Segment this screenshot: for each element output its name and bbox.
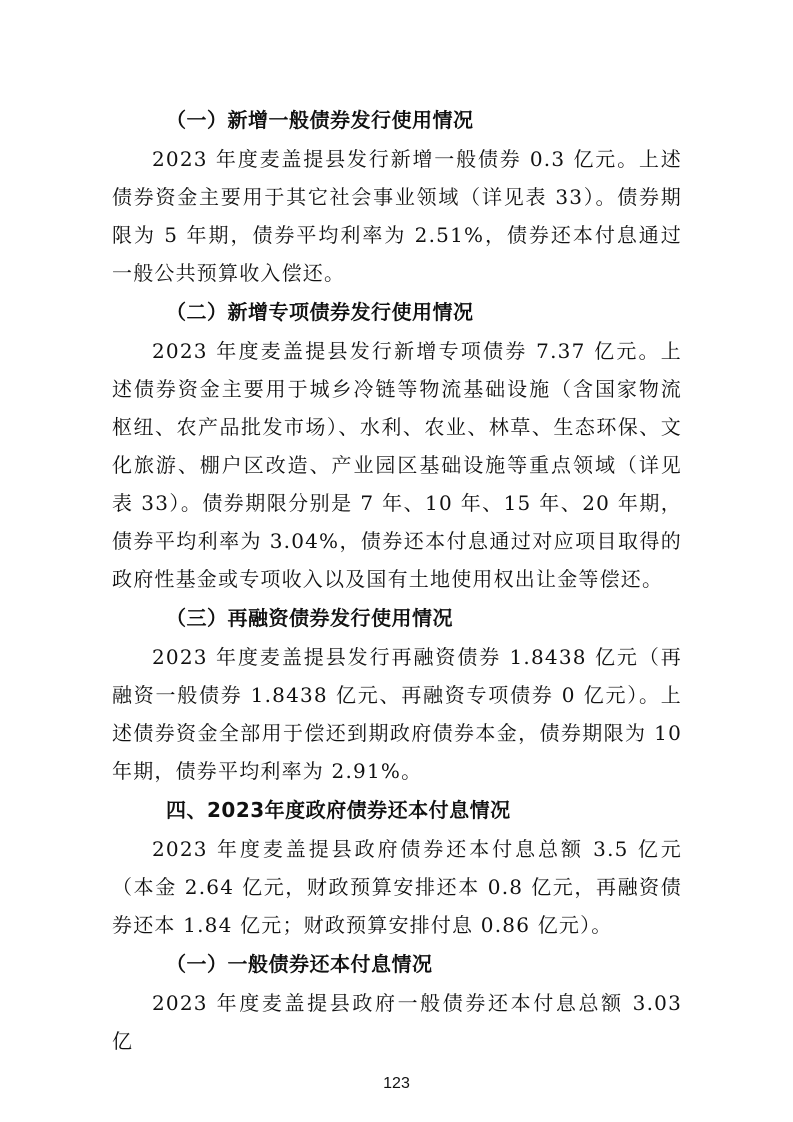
section-paragraph: 2023 年度麦盖提县发行新增专项债券 7.37 亿元。上述债券资金主要用于城乡冷链等物流基础设施（含国家物流枢纽、农产品批发市场）、水利、农业、林草、生态环保、文化旅游、棚户区改造、产业园区基础设施等重点领域（详见表 33）。债券期限分别是 7 年、10 年、15 年、20 年期，债券平均利率为 3.04%，债券还本付息通过对应项目取得的政府性基金或专项收入以及国有土地使用权出让金等偿还。: [112, 339, 682, 591]
chapter-heading: 四、2023年度政府债券还本付息情况: [166, 798, 511, 822]
section-heading: （一）新增一般债券发行使用情况: [166, 108, 474, 132]
section-paragraph: 2023 年度麦盖提县政府债券还本付息总额 3.5 亿元（本金 2.64 亿元，财政预算安排还本 0.8 亿元，再融资债券还本 1.84 亿元；财政预算安排付息 0.86 亿元）。: [112, 837, 682, 937]
section-heading: （二）新增专项债券发行使用情况: [166, 300, 474, 324]
page-content: [112, 100, 682, 1060]
page-number: 123: [383, 1075, 410, 1092]
section-paragraph: 2023 年度麦盖提县政府一般债券还本付息总额 3.03 亿: [112, 991, 682, 1053]
section-paragraph: 2023 年度麦盖提县发行再融资债券 1.8438 亿元（再融资一般债券 1.8438 亿元、再融资专项债券 0 亿元）。上述债券资金全部用于偿还到期政府债券本金，债券期限为 10 年期，债券平均利率为 2.91%。: [112, 645, 682, 783]
section-heading: （一）一般债券还本付息情况: [166, 952, 433, 976]
section-paragraph: 2023 年度麦盖提县发行新增一般债券 0.3 亿元。上述债券资金主要用于其它社会事业领域（详见表 33）。债券期限为 5 年期，债券平均利率为 2.51%，债券还本付息通过一般公共预算收入偿还。: [112, 147, 682, 285]
section-heading: （三）再融资债券发行使用情况: [166, 606, 453, 630]
